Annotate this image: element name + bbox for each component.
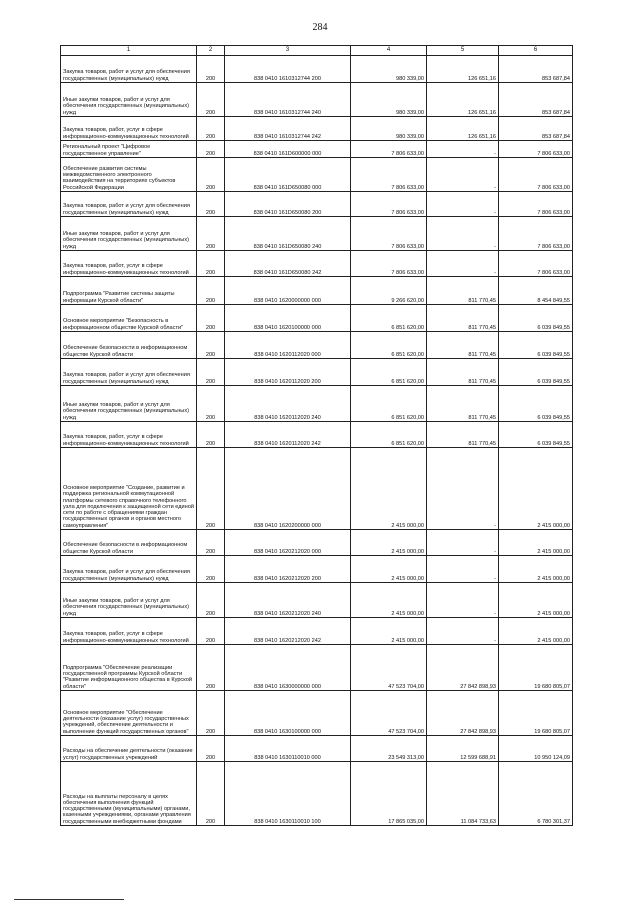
row-name-cell: Закупка товаров, работ и услуг для обеспечения государственных (муниципальных) нужд [61,359,197,386]
row-amount-executed-cell: - [427,618,499,645]
row-amount-executed-cell: - [427,530,499,556]
column-header-6: 6 [499,46,573,56]
row-ved-cell: 200 [197,762,225,826]
table-row [61,305,573,332]
row-ved-cell: 200 [197,530,225,556]
row-name-cell: Закупка товаров, работ, услуг в сфере информационно-коммуникационных технологий [61,251,197,277]
row-amount-approved-cell: 7 806 633,00 [351,192,427,217]
row-code-cell: 838 0410 1620112020 240 [225,386,351,422]
table-row [61,251,573,277]
table-row [61,277,573,305]
row-amount-approved-cell: 6 851 620,00 [351,422,427,448]
row-code-cell: 838 0410 1620212020 000 [225,530,351,556]
row-amount-remaining-cell: 2 415 000,00 [499,448,573,530]
row-ved-cell: 200 [197,422,225,448]
row-amount-executed-cell: 811 770,45 [427,332,499,359]
row-code-cell: 838 0410 1620112020 200 [225,359,351,386]
row-code-cell: 838 0410 1610312744 240 [225,83,351,117]
row-amount-approved-cell: 6 851 620,00 [351,332,427,359]
row-amount-approved-cell: 980 339,00 [351,117,427,141]
row-ved-cell: 200 [197,277,225,305]
row-code-cell: 838 0410 1620112020 242 [225,422,351,448]
column-header-5: 5 [427,46,499,56]
row-amount-executed-cell: - [427,217,499,251]
row-ved-cell: 200 [197,305,225,332]
table-row [61,583,573,618]
row-name-cell: Основное мероприятие "Создание, развитие и поддержка региональной коммутационной платформы сетевого справочного телефонного узла для подключения к защищенной сети единой сети по работе с обращениями граждан государственных органов и органов местного самоуправления" [61,448,197,530]
row-amount-executed-cell: 126 651,16 [427,83,499,117]
row-name-cell: Иные закупки товаров, работ и услуг для обеспечения государственных (муниципальных) нужд [61,83,197,117]
row-code-cell: 838 0410 1630000000 000 [225,645,351,691]
row-ved-cell: 200 [197,618,225,645]
row-code-cell: 838 0410 1620212020 242 [225,618,351,645]
row-amount-remaining-cell: 6 039 849,55 [499,305,573,332]
row-name-cell: Иные закупки товаров, работ и услуг для обеспечения государственных (муниципальных) нужд [61,386,197,422]
row-amount-approved-cell: 9 266 620,00 [351,277,427,305]
row-code-cell: 838 0410 1620200000 000 [225,448,351,530]
table-row [61,158,573,192]
table-header-row [61,46,573,56]
column-header-4: 4 [351,46,427,56]
row-amount-executed-cell: 811 770,45 [427,422,499,448]
row-ved-cell: 200 [197,158,225,192]
row-amount-executed-cell: - [427,583,499,618]
row-amount-remaining-cell: 853 687,84 [499,83,573,117]
column-header-3: 3 [225,46,351,56]
row-ved-cell: 200 [197,217,225,251]
row-amount-executed-cell: 126 651,16 [427,117,499,141]
row-ved-cell: 200 [197,448,225,530]
row-amount-remaining-cell: 2 415 000,00 [499,618,573,645]
row-amount-remaining-cell: 6 039 849,55 [499,359,573,386]
row-ved-cell: 200 [197,691,225,736]
row-amount-executed-cell: - [427,448,499,530]
row-amount-approved-cell: 2 415 000,00 [351,618,427,645]
row-amount-approved-cell: 7 806 633,00 [351,217,427,251]
row-code-cell: 838 0410 1610312744 200 [225,56,351,83]
row-amount-executed-cell: - [427,251,499,277]
row-name-cell: Обеспечение безопасности в информационном обществе Курской области [61,332,197,359]
row-amount-approved-cell: 17 865 035,00 [351,762,427,826]
row-name-cell: Закупка товаров, работ, услуг в сфере информационно-коммуникационных технологий [61,422,197,448]
row-amount-remaining-cell: 7 806 633,00 [499,192,573,217]
row-amount-remaining-cell: 6 039 849,55 [499,422,573,448]
row-amount-executed-cell: 11 084 733,63 [427,762,499,826]
row-ved-cell: 200 [197,332,225,359]
table-row [61,762,573,826]
row-name-cell: Иные закупки товаров, работ и услуг для обеспечения государственных (муниципальных) нужд [61,217,197,251]
row-amount-remaining-cell: 6 039 849,55 [499,332,573,359]
row-ved-cell: 200 [197,83,225,117]
row-amount-remaining-cell: 7 806 633,00 [499,217,573,251]
row-ved-cell: 200 [197,583,225,618]
row-code-cell: 838 0410 1620000000 000 [225,277,351,305]
row-ved-cell: 200 [197,386,225,422]
row-amount-remaining-cell: 853 687,84 [499,117,573,141]
row-code-cell: 838 0410 161D650080 240 [225,217,351,251]
row-amount-approved-cell: 47 523 704,00 [351,691,427,736]
table-row [61,691,573,736]
row-ved-cell: 200 [197,556,225,583]
row-name-cell: Региональный проект "Цифровое государственное управление" [61,141,197,158]
row-name-cell: Закупка товаров, работ, услуг в сфере информационно-коммуникационных технологий [61,117,197,141]
row-amount-approved-cell: 6 851 620,00 [351,305,427,332]
row-amount-executed-cell: 126 651,16 [427,56,499,83]
table-row [61,56,573,83]
row-ved-cell: 200 [197,736,225,762]
row-amount-approved-cell: 47 523 704,00 [351,645,427,691]
row-ved-cell: 200 [197,645,225,691]
row-code-cell: 838 0410 161D650080 000 [225,158,351,192]
row-code-cell: 838 0410 1610312744 242 [225,117,351,141]
row-amount-remaining-cell: 7 806 633,00 [499,251,573,277]
row-name-cell: Обеспечение безопасности в информационном обществе Курской области [61,530,197,556]
row-amount-executed-cell: 811 770,45 [427,359,499,386]
row-name-cell: Подпрограмма "Обеспечение реализации государственной программы Курской области "Развитие информационного общества в Курской области" [61,645,197,691]
table-row [61,192,573,217]
row-amount-remaining-cell: 2 415 000,00 [499,556,573,583]
row-amount-approved-cell: 7 806 633,00 [351,251,427,277]
row-amount-approved-cell: 23 549 313,00 [351,736,427,762]
row-name-cell: Основное мероприятие "Безопасность в информационном обществе Курской области" [61,305,197,332]
row-code-cell: 838 0410 161D650080 200 [225,192,351,217]
row-name-cell: Закупка товаров, работ и услуг для обеспечения государственных (муниципальных) нужд [61,56,197,83]
row-ved-cell: 200 [197,192,225,217]
row-ved-cell: 200 [197,117,225,141]
table-row [61,736,573,762]
table-row [61,530,573,556]
row-amount-remaining-cell: 19 680 805,07 [499,645,573,691]
row-amount-executed-cell: - [427,141,499,158]
row-amount-executed-cell: - [427,192,499,217]
row-code-cell: 838 0410 161D650080 242 [225,251,351,277]
row-name-cell: Расходы на выплаты персоналу в целях обеспечения выполнения функций государственными (муниципальными) органами, казенными учреждениями, органами управления государственными внебюджетными фондами [61,762,197,826]
row-amount-executed-cell: 27 842 898,93 [427,645,499,691]
table-row [61,332,573,359]
table-row [61,556,573,583]
row-ved-cell: 200 [197,141,225,158]
row-amount-approved-cell: 7 806 633,00 [351,158,427,192]
row-name-cell: Подпрограмма "Развитие системы защиты информации Курской области" [61,277,197,305]
row-name-cell: Расходы на обеспечение деятельности (оказание услуг) государственных учреждений [61,736,197,762]
row-amount-executed-cell: - [427,158,499,192]
table-row [61,448,573,530]
row-amount-executed-cell: - [427,556,499,583]
table-row [61,359,573,386]
table-row [61,83,573,117]
page-number: 284 [312,22,328,33]
row-amount-approved-cell: 6 851 620,00 [351,359,427,386]
row-amount-remaining-cell: 853 687,84 [499,56,573,83]
row-ved-cell: 200 [197,251,225,277]
row-code-cell: 838 0410 1630110010 100 [225,762,351,826]
footer-rule [14,899,124,900]
row-name-cell: Закупка товаров, работ и услуг для обеспечения государственных (муниципальных) нужд [61,192,197,217]
row-code-cell: 838 0410 161D600000 000 [225,141,351,158]
row-amount-remaining-cell: 8 454 849,55 [499,277,573,305]
row-code-cell: 838 0410 1620112020 000 [225,332,351,359]
row-amount-remaining-cell: 6 780 301,37 [499,762,573,826]
row-amount-remaining-cell: 2 415 000,00 [499,583,573,618]
table-row [61,141,573,158]
column-header-1: 1 [61,46,197,56]
row-amount-approved-cell: 6 851 620,00 [351,386,427,422]
table-row [61,618,573,645]
row-code-cell: 838 0410 1630100000 000 [225,691,351,736]
row-amount-approved-cell: 980 339,00 [351,56,427,83]
column-header-2: 2 [197,46,225,56]
table-row [61,117,573,141]
row-code-cell: 838 0410 1620212020 200 [225,556,351,583]
row-code-cell: 838 0410 1620212020 240 [225,583,351,618]
row-name-cell: Иные закупки товаров, работ и услуг для обеспечения государственных (муниципальных) нужд [61,583,197,618]
row-amount-approved-cell: 7 806 633,00 [351,141,427,158]
row-amount-remaining-cell: 7 806 633,00 [499,158,573,192]
table-row [61,386,573,422]
row-amount-approved-cell: 2 415 000,00 [351,448,427,530]
table-row [61,422,573,448]
row-name-cell: Обеспечение развития системы межведомственного электронного взаимодействия на территориях субъектов Российской Федерации [61,158,197,192]
row-amount-executed-cell: 12 599 688,91 [427,736,499,762]
row-amount-executed-cell: 27 842 898,93 [427,691,499,736]
row-name-cell: Основное мероприятие "Обеспечение деятельности (оказание услуг) государственных учреждений, обеспечение деятельности и выполнение функций государственных органов" [61,691,197,736]
row-amount-executed-cell: 811 770,45 [427,386,499,422]
row-amount-approved-cell: 2 415 000,00 [351,530,427,556]
row-amount-executed-cell: 811 770,45 [427,305,499,332]
row-amount-approved-cell: 2 415 000,00 [351,556,427,583]
row-amount-remaining-cell: 19 680 805,07 [499,691,573,736]
row-code-cell: 838 0410 1630110010 000 [225,736,351,762]
row-ved-cell: 200 [197,56,225,83]
row-amount-approved-cell: 2 415 000,00 [351,583,427,618]
row-amount-remaining-cell: 10 950 124,09 [499,736,573,762]
row-amount-remaining-cell: 6 039 849,55 [499,386,573,422]
table-row [61,645,573,691]
row-amount-approved-cell: 980 339,00 [351,83,427,117]
table-body [61,56,573,826]
row-ved-cell: 200 [197,359,225,386]
table-row [61,217,573,251]
row-name-cell: Закупка товаров, работ и услуг для обеспечения государственных (муниципальных) нужд [61,556,197,583]
row-code-cell: 838 0410 1620100000 000 [225,305,351,332]
row-amount-remaining-cell: 2 415 000,00 [499,530,573,556]
row-amount-executed-cell: 811 770,45 [427,277,499,305]
row-name-cell: Закупка товаров, работ, услуг в сфере информационно-коммуникационных технологий [61,618,197,645]
budget-table [60,45,573,826]
row-amount-remaining-cell: 7 806 633,00 [499,141,573,158]
